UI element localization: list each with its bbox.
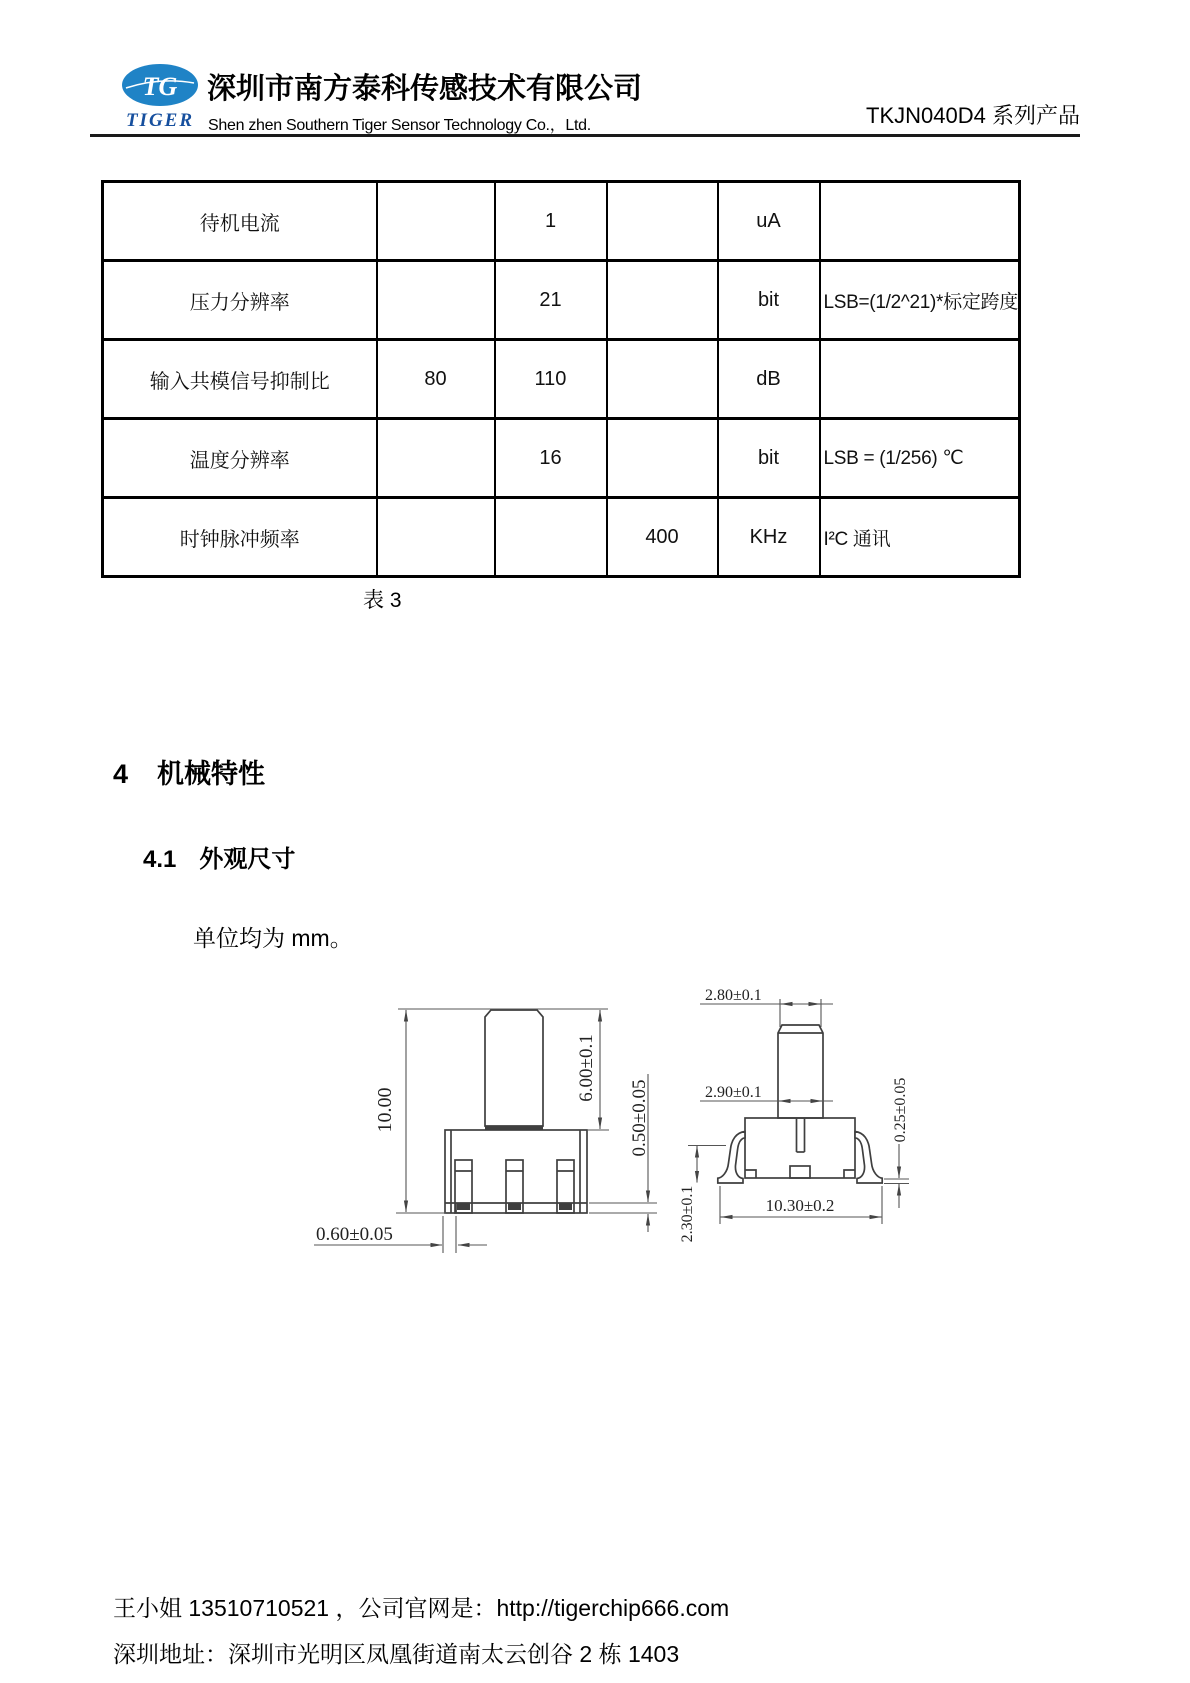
gull-wing-lead-right xyxy=(855,1132,882,1184)
max-cell xyxy=(607,182,718,261)
unit-cell: KHz xyxy=(718,498,820,577)
footer-contact-line: 王小姐 13510710521 ，公司官网是：http://tigerchip666.com xyxy=(113,1595,730,1621)
unit-cell: bit xyxy=(718,419,820,498)
min-cell: 80 xyxy=(377,340,495,419)
port-front xyxy=(485,1010,543,1126)
typ-cell: 21 xyxy=(495,261,607,340)
dim-port-top-width: 2.80±0.1 xyxy=(705,987,762,1004)
dimension-drawings xyxy=(280,975,945,1270)
subsection-title: 外观尺寸 xyxy=(199,846,296,873)
footer-address-line: 深圳地址：深圳市光明区凤凰街道南太云创谷 2 栋 1403 xyxy=(113,1641,680,1667)
side-view-drawing xyxy=(718,1025,882,1183)
port-side xyxy=(778,1025,823,1118)
subsection-number: 4.1 xyxy=(143,846,177,873)
spec-table xyxy=(101,180,1021,578)
pin xyxy=(506,1160,523,1213)
logo-monogram: TG xyxy=(142,72,178,101)
company-name-cn: 深圳市南方泰科传感技术有限公司 xyxy=(207,73,643,105)
min-cell xyxy=(377,419,495,498)
table-row xyxy=(103,340,1020,419)
section-number: 4 xyxy=(113,759,129,789)
tiger-logo-icon xyxy=(120,62,200,110)
dim-lead-height: 2.30±0.1 xyxy=(679,1185,696,1243)
param-cell: 待机电流 xyxy=(103,182,377,261)
note-cell: LSB = (1/256) ℃ xyxy=(820,419,1020,498)
pin xyxy=(557,1160,574,1213)
min-cell xyxy=(377,261,495,340)
note-cell xyxy=(820,340,1020,419)
product-series-label: TKJN040D4 系列产品 xyxy=(866,103,1080,128)
section-title: 机械特性 xyxy=(157,759,266,789)
typ-cell xyxy=(495,498,607,577)
param-cell: 输入共模信号抑制比 xyxy=(103,340,377,419)
pin xyxy=(455,1160,472,1213)
front-view-drawing xyxy=(445,1010,587,1213)
table-row xyxy=(103,182,1020,261)
table-caption: 表 3 xyxy=(363,589,402,612)
max-cell: 400 xyxy=(607,498,718,577)
param-cell: 时钟脉冲频率 xyxy=(103,498,377,577)
min-cell xyxy=(377,182,495,261)
max-cell xyxy=(607,419,718,498)
note-cell: LSB=(1/2^21)*标定跨度 xyxy=(820,261,1020,340)
max-cell xyxy=(607,340,718,419)
unit-cell: bit xyxy=(718,261,820,340)
dim-total-height: 10.00 xyxy=(374,1087,396,1133)
table-row xyxy=(103,498,1020,577)
subsection-heading xyxy=(143,839,295,874)
typ-cell: 110 xyxy=(495,340,607,419)
dim-port-height: 6.00±0.1 xyxy=(576,1034,597,1102)
company-name-en: Shen zhen Southern Tiger Sensor Technology Co.，Ltd. xyxy=(208,117,591,134)
dim-port-base-width: 2.90±0.1 xyxy=(705,1084,762,1101)
note-cell xyxy=(820,182,1020,261)
section-heading xyxy=(113,752,265,791)
dim-pin-protrusion: 0.50±0.05 xyxy=(629,1079,650,1157)
header-divider xyxy=(90,134,1080,137)
body-side xyxy=(745,1118,855,1178)
dim-lead-span: 10.30±0.2 xyxy=(765,1196,835,1215)
typ-cell: 16 xyxy=(495,419,607,498)
param-cell: 压力分辨率 xyxy=(103,261,377,340)
min-cell xyxy=(377,498,495,577)
note-cell: I²C 通讯 xyxy=(820,498,1020,577)
typ-cell: 1 xyxy=(495,182,607,261)
logo-brand-text: TIGER xyxy=(125,110,195,131)
max-cell xyxy=(607,261,718,340)
param-cell: 温度分辨率 xyxy=(103,419,377,498)
units-note: 单位均为 mm。 xyxy=(193,925,353,951)
dim-pin-width: 0.60±0.05 xyxy=(316,1224,393,1245)
table-row xyxy=(103,261,1020,340)
dim-lead-thickness: 0.25±0.05 xyxy=(892,1077,909,1143)
gull-wing-lead-left xyxy=(718,1132,745,1184)
bottom-boss xyxy=(790,1166,810,1178)
unit-cell: dB xyxy=(718,340,820,419)
table-row xyxy=(103,419,1020,498)
unit-cell: uA xyxy=(718,182,820,261)
